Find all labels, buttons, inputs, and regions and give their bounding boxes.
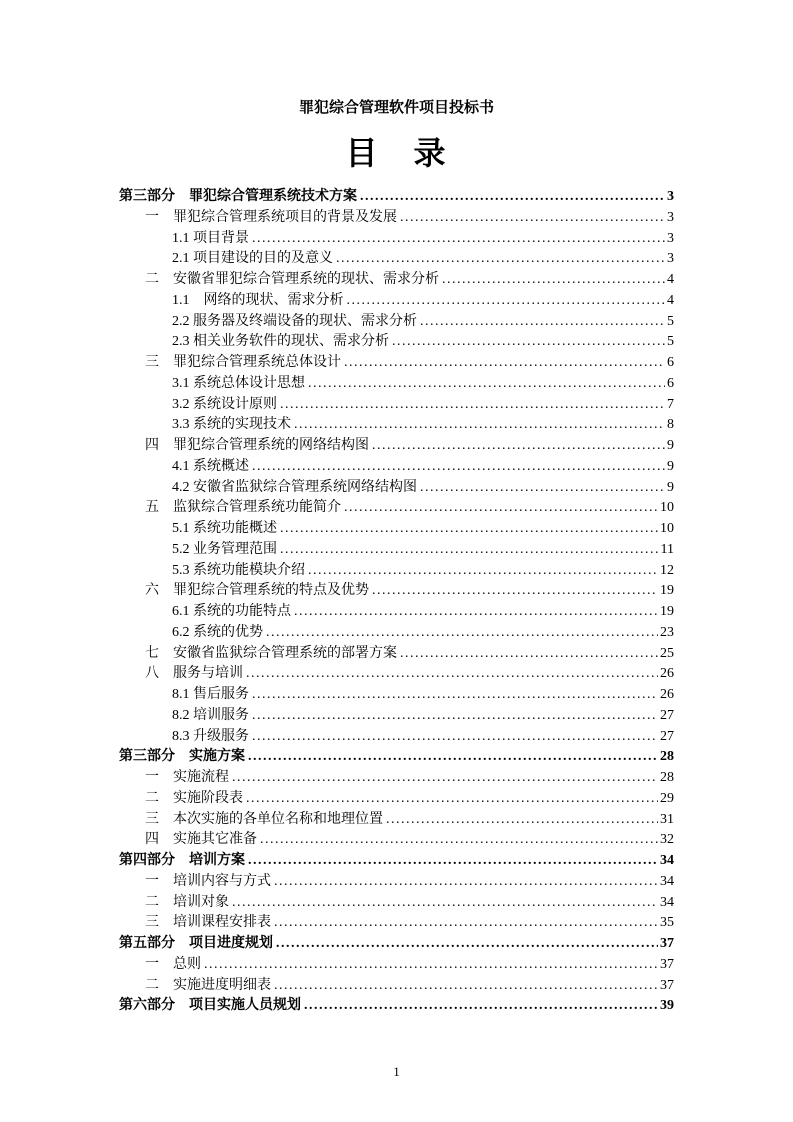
toc-row[interactable] (119, 332, 674, 353)
toc-leader-dots (360, 187, 665, 208)
toc-entry-label: 2.1 项目建设的目的及意义 (172, 251, 333, 267)
toc-entry-label: 第三部分 实施方案 (119, 749, 245, 765)
toc-entry-label: 五 监狱综合管理系统功能简介 (145, 500, 341, 516)
toc-leader-dots (248, 747, 658, 768)
toc-row[interactable] (119, 810, 674, 831)
toc-entry-label: 1.1 项目背景 (172, 230, 249, 246)
toc-row[interactable] (119, 623, 674, 644)
toc-page-number: 27 (660, 728, 674, 744)
toc-row[interactable] (119, 415, 674, 436)
toc-leader-dots (304, 996, 658, 1017)
toc-row[interactable] (119, 727, 674, 748)
toc-row[interactable] (119, 561, 674, 582)
toc-entry-label: 8.2 培训服务 (172, 707, 249, 723)
toc-leader-dots (274, 913, 658, 934)
toc-entry-label: 3.3 系统的实现技术 (172, 417, 291, 433)
toc-page-number: 5 (667, 313, 674, 329)
toc-entry-label: 8.3 升级服务 (172, 728, 249, 744)
toc-leader-dots (252, 706, 658, 727)
toc-leader-dots (372, 581, 658, 602)
toc-entry-label: 二 实施阶段表 (145, 790, 243, 806)
toc-page-number: 10 (660, 521, 674, 536)
toc-leader-dots (400, 208, 665, 229)
toc-row[interactable] (119, 830, 674, 851)
toc-page-number: 26 (660, 687, 674, 702)
toc-entry-label: 二 实施进度明细表 (145, 977, 271, 993)
toc-page-number: 11 (660, 541, 674, 557)
toc-entry-label: 一 实施流程 (145, 770, 229, 785)
toc-row[interactable] (119, 789, 674, 810)
toc-page-number: 32 (660, 832, 674, 848)
toc-page-number: 37 (660, 936, 674, 951)
toc-leader-dots (308, 561, 658, 582)
toc-row[interactable] (119, 312, 674, 333)
toc-page-number: 31 (660, 811, 674, 827)
toc-row[interactable] (119, 478, 674, 499)
toc-leader-dots (442, 270, 665, 291)
toc-row[interactable] (119, 913, 674, 934)
toc-page-number: 28 (660, 770, 674, 785)
toc-entry-label: 3.1 系统总体设计思想 (172, 375, 305, 391)
toc-page-number: 9 (667, 458, 674, 474)
toc-row[interactable] (119, 934, 674, 955)
document-header-title: 罪犯综合管理软件项目投标书 (298, 100, 494, 116)
toc-page-number: 28 (660, 749, 674, 765)
toc-row[interactable] (119, 976, 674, 997)
toc-page-number: 3 (667, 209, 674, 225)
toc-leader-dots (294, 602, 658, 623)
toc-leader-dots (252, 457, 665, 478)
toc-row[interactable] (119, 270, 674, 291)
toc-leader-dots (252, 229, 665, 250)
toc-row[interactable] (119, 540, 674, 561)
toc-leader-dots (280, 395, 665, 416)
toc-entry-label: 6.2 系统的优势 (172, 624, 263, 640)
toc-page-number: 34 (660, 853, 674, 868)
toc-row[interactable] (119, 644, 674, 665)
toc-row[interactable] (119, 353, 674, 374)
toc-row[interactable] (119, 229, 674, 250)
toc-row[interactable] (119, 187, 674, 208)
toc-page-number: 29 (660, 790, 674, 806)
toc-page-number: 4 (667, 292, 674, 308)
toc-entry-label: 第六部分 项目实施人员规划 (119, 998, 301, 1014)
toc-leader-dots (386, 810, 658, 831)
toc-page-number: 19 (660, 583, 674, 599)
toc-row[interactable] (119, 955, 674, 976)
toc-row[interactable] (119, 291, 674, 312)
toc-leader-dots (266, 623, 658, 644)
toc-page-number: 34 (660, 873, 674, 889)
toc-leader-dots (246, 789, 658, 810)
toc-entry-label: 1.1 网络的现状、需求分析 (172, 292, 344, 308)
toc-row[interactable] (119, 498, 674, 519)
toc-leader-dots (260, 830, 658, 851)
toc-entry-label: 三 培训课程安排表 (145, 915, 271, 931)
toc-leader-dots (204, 955, 658, 976)
toc-leader-dots (280, 540, 659, 561)
toc-row[interactable] (119, 851, 674, 872)
toc-leader-dots (248, 851, 658, 872)
toc-leader-dots (336, 249, 665, 270)
toc-entry-label: 二 安徽省罪犯综合管理系统的现状、需求分析 (145, 272, 439, 287)
toc-leader-dots (420, 478, 665, 499)
toc-leader-dots (400, 644, 658, 665)
toc-leader-dots (232, 768, 658, 789)
toc-page-number: 8 (667, 417, 674, 433)
toc-title: 目 录 (345, 135, 448, 171)
toc-page-number: 6 (667, 375, 674, 391)
toc-page-number: 5 (667, 334, 674, 350)
toc-page-number: 39 (660, 998, 674, 1014)
toc-leader-dots (347, 291, 666, 312)
toc-entry-label: 5.2 业务管理范围 (172, 541, 277, 557)
toc-leader-dots (344, 498, 658, 519)
toc-entry-label: 三 罪犯综合管理系统总体设计 (145, 355, 341, 370)
toc-row[interactable] (119, 685, 674, 706)
toc-page-number: 34 (660, 894, 674, 910)
toc-entry-label: 6.1 系统的功能特点 (172, 604, 291, 619)
toc-leader-dots (274, 872, 658, 893)
toc-entry-label: 六 罪犯综合管理系统的特点及优势 (145, 583, 369, 599)
toc-page-number: 12 (660, 562, 674, 578)
toc-entry-label: 一 培训内容与方式 (145, 873, 271, 889)
toc-leader-dots (252, 727, 658, 748)
toc-leader-dots (344, 353, 665, 374)
toc-entry-label: 第五部分 项目进度规划 (119, 936, 273, 951)
toc-page-number: 27 (660, 707, 674, 723)
toc-entry-label: 5.3 系统功能模块介绍 (172, 562, 305, 578)
toc-row[interactable] (119, 872, 674, 893)
toc-leader-dots (420, 312, 665, 333)
toc-row[interactable] (119, 664, 674, 685)
toc-row[interactable] (119, 581, 674, 602)
toc-row[interactable] (119, 374, 674, 395)
toc-entry-label: 4.1 系统概述 (172, 458, 249, 474)
toc-page-number: 37 (660, 956, 674, 972)
toc-row[interactable] (119, 996, 674, 1017)
toc-leader-dots (274, 976, 658, 997)
toc-entry-label: 3.2 系统设计原则 (172, 396, 277, 412)
toc-entry-label: 第四部分 培训方案 (119, 853, 245, 868)
toc-page-number: 6 (667, 355, 674, 370)
toc-leader-dots (308, 374, 665, 395)
toc-entry-label: 四 罪犯综合管理系统的网络结构图 (145, 438, 369, 453)
toc-row[interactable] (119, 602, 674, 623)
toc-row[interactable] (119, 395, 674, 416)
toc-row[interactable] (119, 519, 674, 540)
toc-page-number: 10 (660, 500, 674, 516)
toc-leader-dots (280, 519, 658, 540)
toc-row[interactable] (119, 208, 674, 229)
toc-leader-dots (372, 436, 665, 457)
toc-entry-label: 二 培训对象 (145, 894, 229, 910)
toc-entry-label: 三 本次实施的各单位名称和地理位置 (145, 811, 383, 827)
toc-row[interactable] (119, 747, 674, 768)
toc-row[interactable] (119, 249, 674, 270)
toc-entry-label: 一 罪犯综合管理系统项目的背景及发展 (145, 209, 397, 225)
toc-page-number: 35 (660, 915, 674, 931)
toc-row[interactable] (119, 457, 674, 478)
toc-entry-label: 2.3 相关业务软件的现状、需求分析 (172, 334, 389, 350)
footer-page-number: 1 (393, 1064, 400, 1079)
toc-page-number: 3 (667, 189, 674, 204)
toc-page-number: 3 (667, 251, 674, 267)
toc-row[interactable] (119, 436, 674, 457)
toc-entry-label: 第三部分 罪犯综合管理系统技术方案 (119, 189, 357, 204)
toc-row[interactable] (119, 893, 674, 914)
toc-entry-label: 4.2 安徽省监狱综合管理系统网络结构图 (172, 479, 417, 495)
toc-page-number: 4 (667, 272, 674, 287)
toc-entry-label: 一 总则 (145, 956, 201, 972)
toc-page-number: 26 (660, 666, 674, 682)
toc-page-number: 9 (667, 479, 674, 495)
toc-page-number: 7 (667, 396, 674, 412)
toc-page-number: 9 (667, 438, 674, 453)
toc-list (119, 187, 674, 1017)
toc-row[interactable] (119, 768, 674, 789)
toc-page-number: 37 (660, 977, 674, 993)
toc-leader-dots (246, 664, 658, 685)
toc-page-number: 25 (660, 645, 674, 661)
toc-page-number: 23 (660, 624, 674, 640)
toc-leader-dots (294, 415, 665, 436)
toc-leader-dots (252, 685, 658, 706)
toc-entry-label: 八 服务与培训 (145, 666, 243, 682)
toc-leader-dots (392, 332, 665, 353)
toc-entry-label: 2.2 服务器及终端设备的现状、需求分析 (172, 313, 417, 329)
toc-leader-dots (232, 893, 658, 914)
toc-entry-label: 5.1 系统功能概述 (172, 521, 277, 536)
toc-page-number: 19 (660, 604, 674, 619)
toc-row[interactable] (119, 706, 674, 727)
toc-page-number: 3 (667, 230, 674, 246)
toc-entry-label: 七 安徽省监狱综合管理系统的部署方案 (145, 645, 397, 661)
toc-entry-label: 8.1 售后服务 (172, 687, 249, 702)
toc-entry-label: 四 实施其它准备 (145, 832, 257, 848)
toc-leader-dots (276, 934, 658, 955)
